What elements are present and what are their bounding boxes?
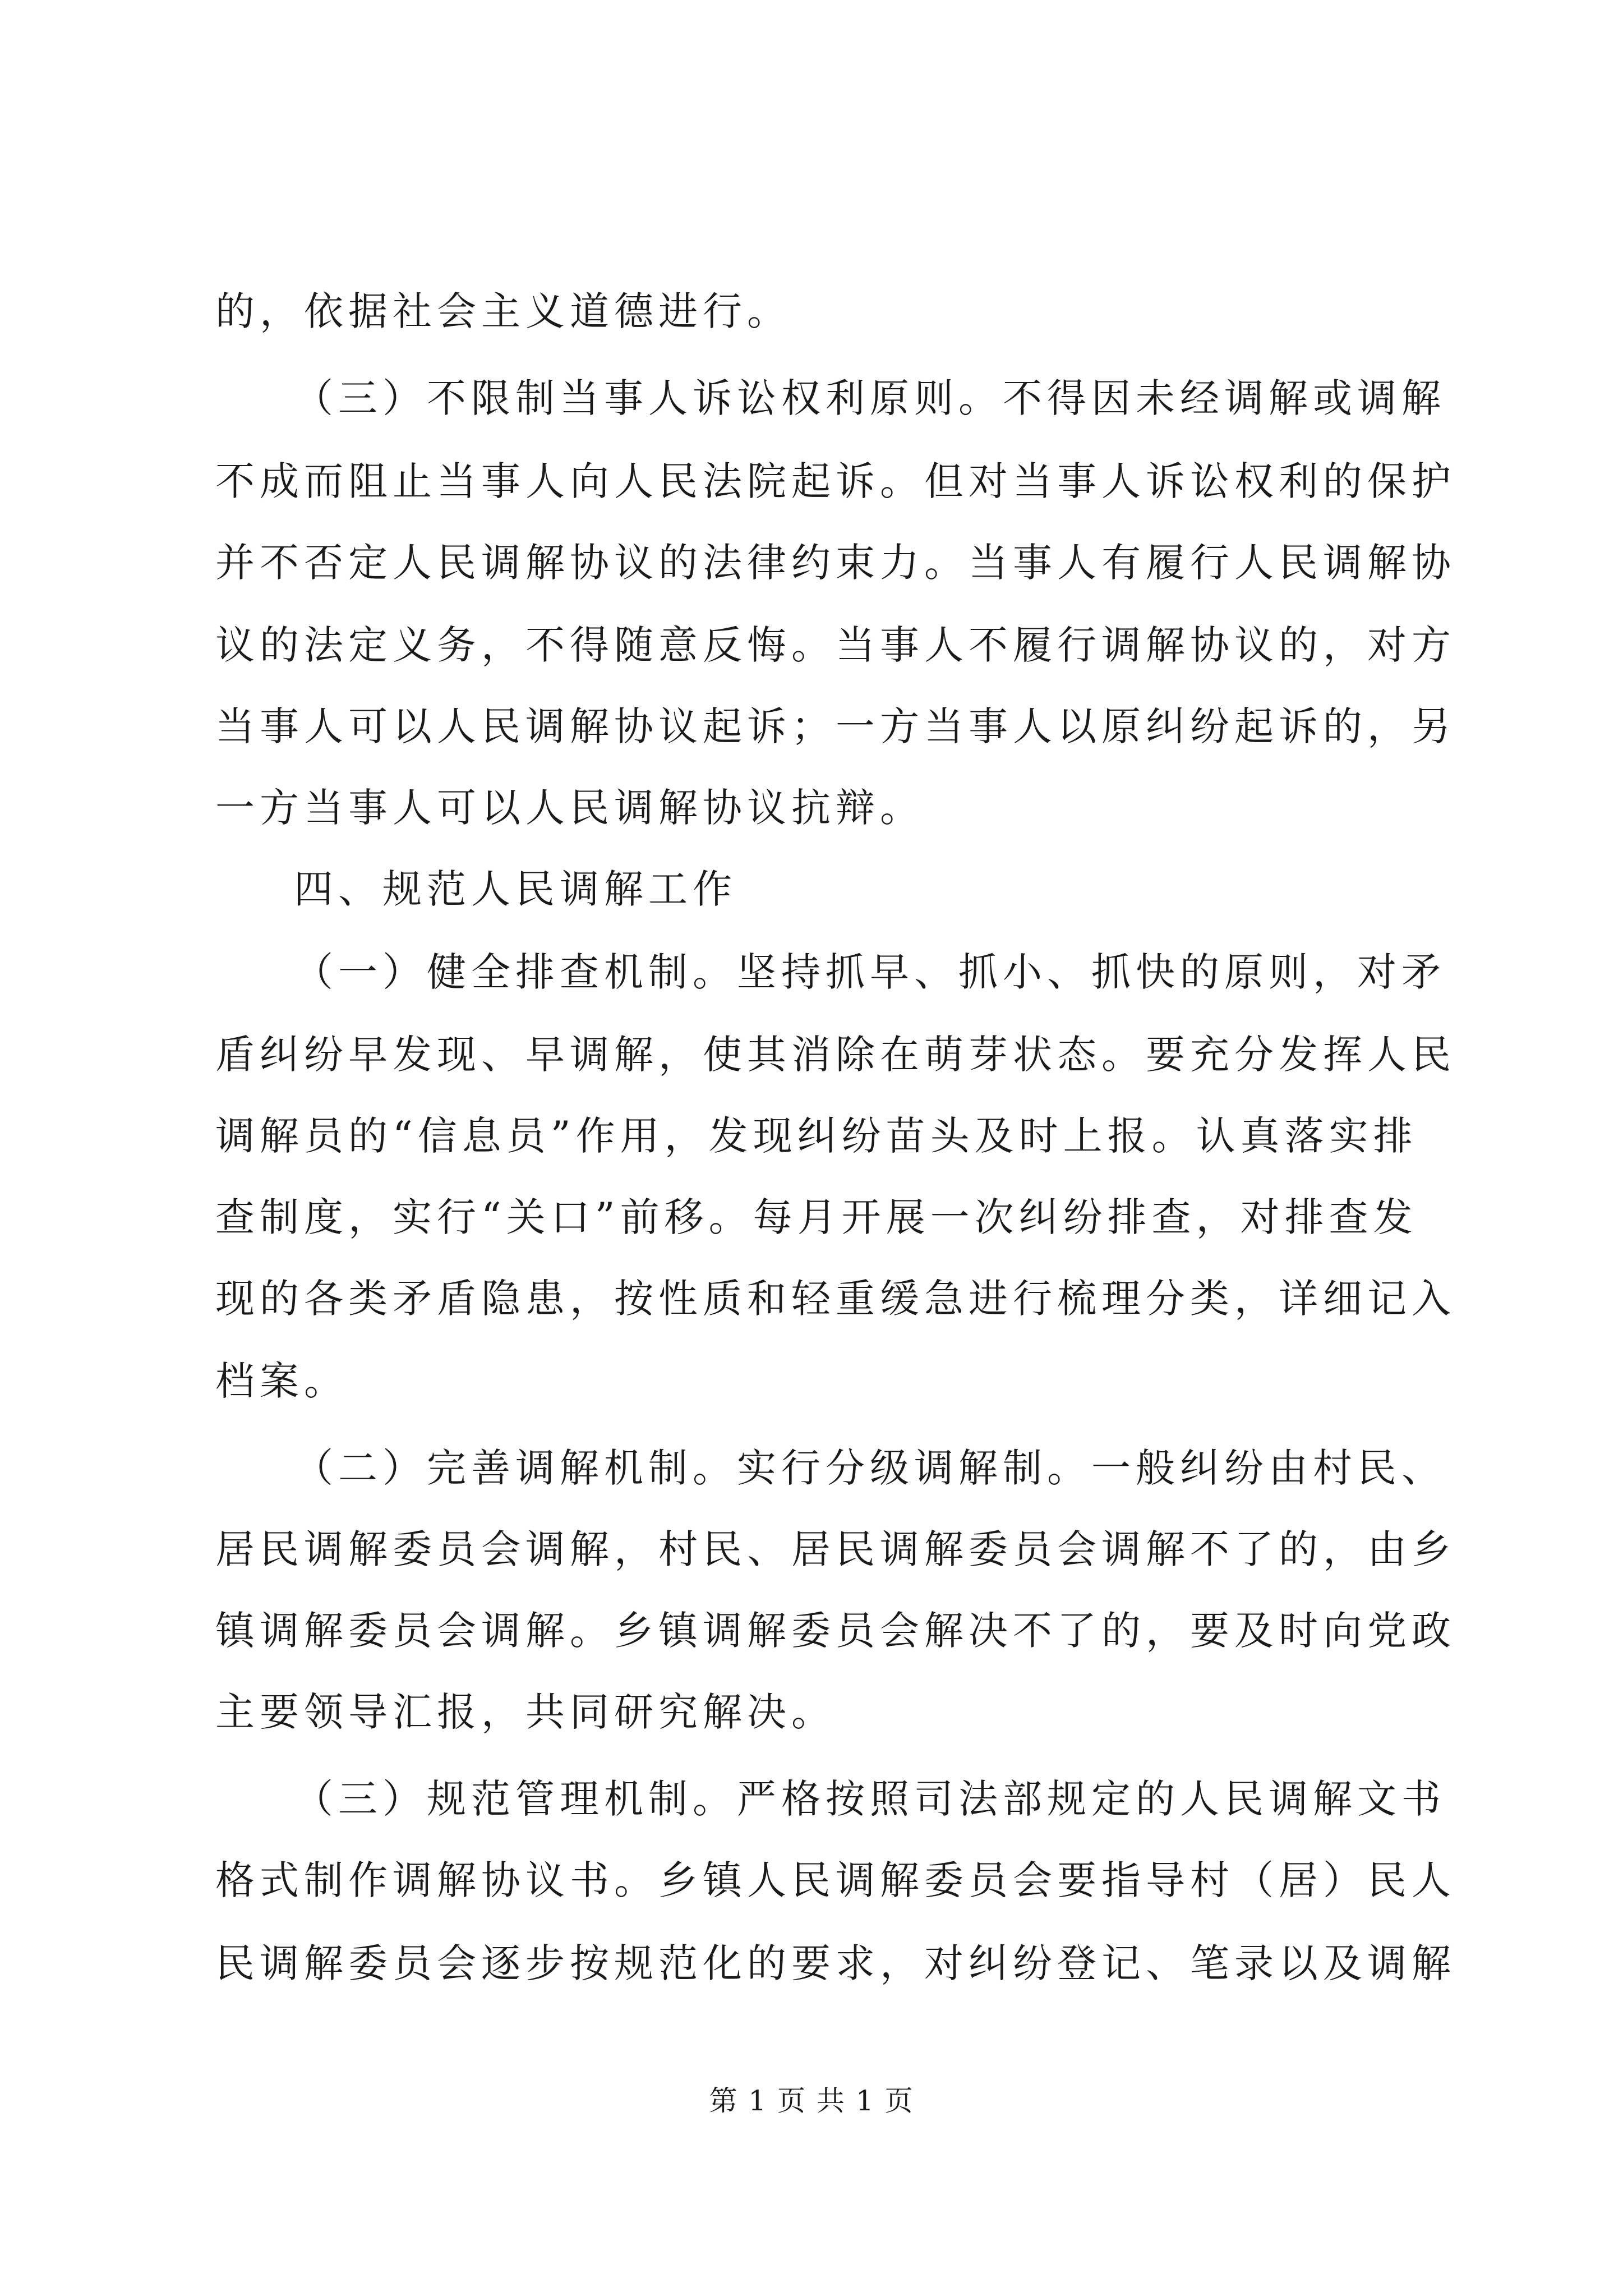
text-line: 并不否定人民调解协议的法律约束力。当事人有履行人民调解协 — [215, 540, 1456, 586]
text-line: 主要领导汇报，共同研究解决。 — [215, 1689, 836, 1735]
text-line: （三）不限制当事人诉讼权利原则。不得因未经调解或调解 — [294, 375, 1446, 421]
text-line: 查制度，实行“关口”前移。每月开展一次纠纷排查，对排查发 — [215, 1194, 1418, 1240]
text-line: 的，依据社会主义道德进行。 — [215, 288, 791, 334]
text-line: 镇调解委员会调解。乡镇调解委员会解决不了的，要及时向党政 — [215, 1608, 1456, 1654]
text-line: 不成而阻止当事人向人民法院起诉。但对当事人诉讼权利的保护 — [215, 458, 1456, 504]
text-line: 居民调解委员会调解，村民、居民调解委员会调解不了的，由乡 — [215, 1526, 1456, 1572]
text-line: 现的各类矛盾隐患，按性质和轻重缓急进行梳理分类，详细记入 — [215, 1276, 1456, 1322]
text-line: 一方当事人可以人民调解协议抗辩。 — [215, 785, 924, 831]
section-heading: 四、规范人民调解工作 — [294, 866, 737, 912]
text-line: （三）规范管理机制。严格按照司法部规定的人民调解文书 — [294, 1776, 1446, 1822]
page-footer: 第 1 页 共 1 页 — [709, 2085, 914, 2117]
text-line: 格式制作调解协议书。乡镇人民调解委员会要指导村（居）民人 — [215, 1857, 1456, 1903]
text-line: 盾纠纷早发现、早调解，使其消除在萌芽状态。要充分发挥人民 — [215, 1032, 1456, 1078]
text-line: 档案。 — [215, 1358, 348, 1404]
text-line: （一）健全排查机制。坚持抓早、抓小、抓快的原则，对矛 — [294, 949, 1446, 995]
text-line: 调解员的“信息员”作用，发现纠纷苗头及时上报。认真落实排 — [215, 1113, 1418, 1159]
text-line: 民调解委员会逐步按规范化的要求，对纠纷登记、笔录以及调解 — [215, 1940, 1456, 1986]
text-line: （二）完善调解机制。实行分级调解制。一般纠纷由村民、 — [294, 1445, 1446, 1491]
text-line: 当事人可以人民调解协议起诉；一方当事人以原纠纷起诉的，另 — [215, 703, 1456, 749]
text-line: 议的法定义务，不得随意反悔。当事人不履行调解协议的，对方 — [215, 622, 1456, 668]
